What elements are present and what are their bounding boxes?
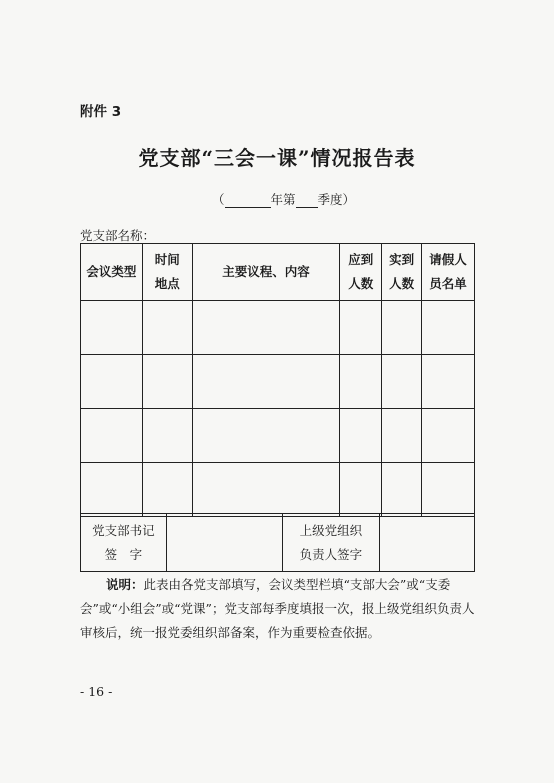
superior-signature-field [380, 514, 475, 572]
table-cell [81, 355, 143, 409]
quarter-blank [296, 194, 318, 208]
secretary-signature-label: 党支部书记 签 字 [81, 514, 167, 572]
header-agenda: 主要议程、内容 [192, 244, 340, 301]
table-cell [81, 409, 143, 463]
superior-signature-label: 上级党组织 负责人签字 [282, 514, 380, 572]
page-number: - 16 - [80, 684, 113, 699]
table-cell [142, 463, 192, 517]
year-blank [225, 194, 271, 208]
table-row [81, 301, 475, 355]
table-cell [382, 409, 422, 463]
table-cell [382, 301, 422, 355]
table-cell [142, 355, 192, 409]
table-cell [382, 463, 422, 517]
table-cell [422, 301, 475, 355]
branch-name-line [80, 226, 375, 244]
table-row [81, 355, 475, 409]
note-text: 此表由各党支部填写，会议类型栏填“支部大会”或“支委会”或“小组会”或“党课”；党支部每季度填报一次，报上级党组织负责人审核后，统一报党委组织部备案，作为重要检查依据。 [80, 577, 475, 640]
table-cell [142, 301, 192, 355]
table-cell [340, 463, 382, 517]
table-cell [340, 355, 382, 409]
page-title: 党支部“三会一课”情况报告表 [138, 146, 416, 170]
table-cell [81, 301, 143, 355]
table-cell [192, 463, 340, 517]
period-year-label: 年第 [270, 192, 296, 207]
period-line [212, 190, 355, 208]
period-quarter-label: 季度） [317, 192, 356, 207]
table-cell [340, 301, 382, 355]
period-open: （ [212, 192, 225, 207]
table-cell [81, 463, 143, 517]
header-actual-count: 实到 人数 [382, 244, 422, 301]
table-row [81, 463, 475, 517]
signature-row [81, 514, 475, 572]
report-table [80, 243, 475, 517]
header-absentee-list: 请假人 员名单 [422, 244, 475, 301]
header-expected-count: 应到 人数 [340, 244, 382, 301]
header-meeting-type: 会议类型 [81, 244, 143, 301]
table-cell [422, 409, 475, 463]
table-cell [340, 409, 382, 463]
table-row [81, 409, 475, 463]
instructions-note [80, 573, 480, 645]
branch-name-label: 党支部名称： [80, 228, 156, 243]
table-cell [422, 463, 475, 517]
table-cell [192, 301, 340, 355]
table-cell [142, 409, 192, 463]
secretary-signature-field [166, 514, 282, 572]
table-cell [422, 355, 475, 409]
table-header-row [81, 244, 475, 301]
header-time-place: 时间 地点 [142, 244, 192, 301]
attachment-label: 附件 3 [80, 104, 122, 120]
table-cell [382, 355, 422, 409]
table-cell [192, 409, 340, 463]
signature-table [80, 513, 475, 572]
table-cell [192, 355, 340, 409]
note-label: 说明： [106, 577, 144, 592]
